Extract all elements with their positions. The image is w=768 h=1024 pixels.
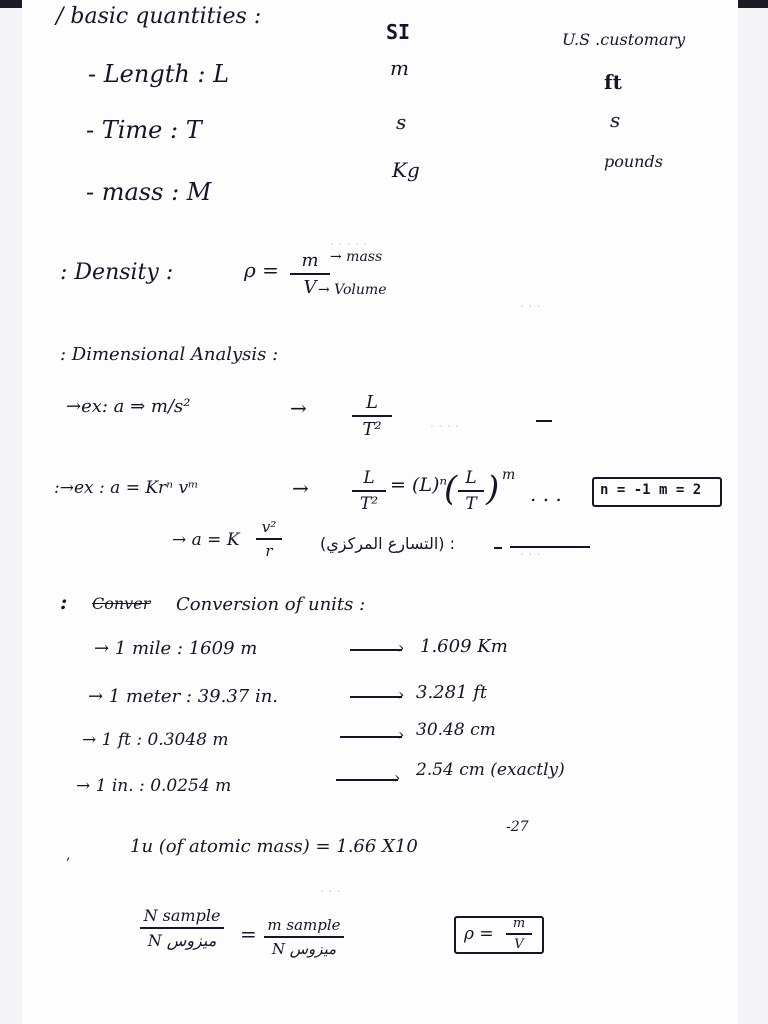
dim-result-fraction [256,518,282,560]
dim-ex2-dots: . . . [530,482,562,506]
conversion-row-2-left: → 1 meter : 39.37 in. [88,686,279,707]
dim-ex1-numerator: L [366,392,378,413]
dim-result-numerator: v² [261,518,277,536]
dim-result-lead: → a = K [172,530,240,550]
dim-ex2-inner-denominator: T [465,493,477,514]
dim-result-note: (التسارع المركزي) : [320,534,455,553]
arrow-head: › [398,685,405,704]
basic-row-mass-us: pounds [604,152,663,171]
bleed-through-text: · · · [320,885,341,900]
basic-row-time: - Time : T [86,116,202,144]
fraction-bar [256,538,282,540]
dimensional-heading: : Dimensional Analysis : [60,344,279,365]
bullet-dot: , [66,847,71,863]
dim-ex2-close-paren: ) [486,469,500,509]
fraction-bar [352,415,392,417]
fraction-bar [458,490,484,492]
dim-ex1-arrow: → [290,396,307,420]
arrow-head: › [398,638,405,657]
atomic-mass-text: 1u (of atomic mass) = 1.66 X10 [130,836,418,857]
basic-row-time-us: s [610,108,621,132]
dash-line [536,420,552,422]
boxed-fraction [506,916,532,952]
bleed-through-text: · · · · · [330,238,368,253]
ratio-right-denominator: N ميزوس [271,939,337,958]
fraction-bar [264,936,344,938]
conversion-heading: Conversion of units : [176,594,366,615]
arrow-head: › [394,768,401,787]
arrow-line [350,649,402,651]
basic-title: / basic quantities : [56,4,262,29]
ratio-left-denominator: N ميزوس [147,930,217,950]
fraction-bar [290,273,330,275]
ratio-right-fraction [264,916,344,958]
boxed-numerator: m [512,916,526,931]
dim-ex2-arrow: → [292,476,309,500]
fraction-bar [140,927,224,929]
col-us-header: U.S .customary [562,30,686,49]
density-denominator: V [303,276,317,298]
dim-ex2-open-paren: ( [444,469,458,509]
conversion-colon: : [60,590,68,614]
answer-text: n = -1 m = 2 [600,482,702,498]
conversion-row-4-left: → 1 in. : 0.0254 m [76,776,232,796]
col-si-header: SI [386,20,411,44]
dim-ex2-fraction [352,468,386,514]
density-label: : Density : [60,260,174,285]
conversion-row-3-right: 30.48 cm [416,720,496,740]
dim-ex1-denominator: T² [362,418,382,440]
ratio-equals: = [240,922,257,946]
dim-ex2-equals: = (L)ⁿ [390,474,448,496]
conversion-row-3-left: → 1 ft : 0.3048 m [82,730,229,750]
dim-result-denominator: r [265,541,273,560]
boxed-rho: ρ = [464,924,494,944]
ratio-right-numerator: m sample [267,916,341,934]
dim-ex1-fraction [352,392,392,440]
arrow-line [350,696,402,698]
arrow-line [340,736,402,738]
dash-line [494,547,502,549]
conversion-struck-word: Conver [92,594,151,613]
dim-ex2-denominator: T² [359,493,379,514]
ratio-left-numerator: N sample [143,906,221,925]
dim-ex2-numerator: L [363,468,375,488]
conversion-row-2-right: 3.281 ft [416,682,488,703]
arrow-line [336,779,398,781]
basic-row-length: - Length : L [88,60,230,88]
ratio-left-fraction [140,906,224,950]
conversion-row-1-left: → 1 mile : 1609 m [94,638,258,659]
density-arrow-mass: → mass [330,249,383,265]
density-arrow-volume: → Volume [318,282,387,298]
basic-row-length-us: ft [604,70,622,94]
dim-ex2-inner-fraction [458,468,484,514]
basic-row-mass-si: Kg [392,158,420,182]
basic-row-time-si: s [396,110,407,134]
basic-row-length-si: m [390,56,409,80]
atomic-mass-exponent: -27 [506,819,529,835]
density-rho: ρ = [244,258,279,282]
dim-ex1-lead: →ex: a ⇒ m/s² [66,396,191,417]
boxed-denominator: V [514,936,524,952]
fraction-bar [352,490,386,492]
bleed-through-text: · · · [520,548,541,563]
bleed-through-text: · · · · [430,420,459,435]
arrow-head: › [398,725,405,744]
dim-ex2-exponent: m [502,467,516,483]
underline-stroke [510,546,590,548]
density-numerator: m [301,250,319,271]
bleed-through-text: · · · [520,300,541,315]
conversion-row-4-right: 2.54 cm (exactly) [416,760,565,780]
fraction-bar [506,933,532,935]
conversion-row-1-right: 1.609 Km [420,636,508,657]
basic-row-mass: - mass : M [86,178,212,206]
dim-ex2-lead: :→ex : a = Krⁿ vᵐ [54,478,199,498]
dim-ex2-inner-numerator: L [465,468,477,488]
